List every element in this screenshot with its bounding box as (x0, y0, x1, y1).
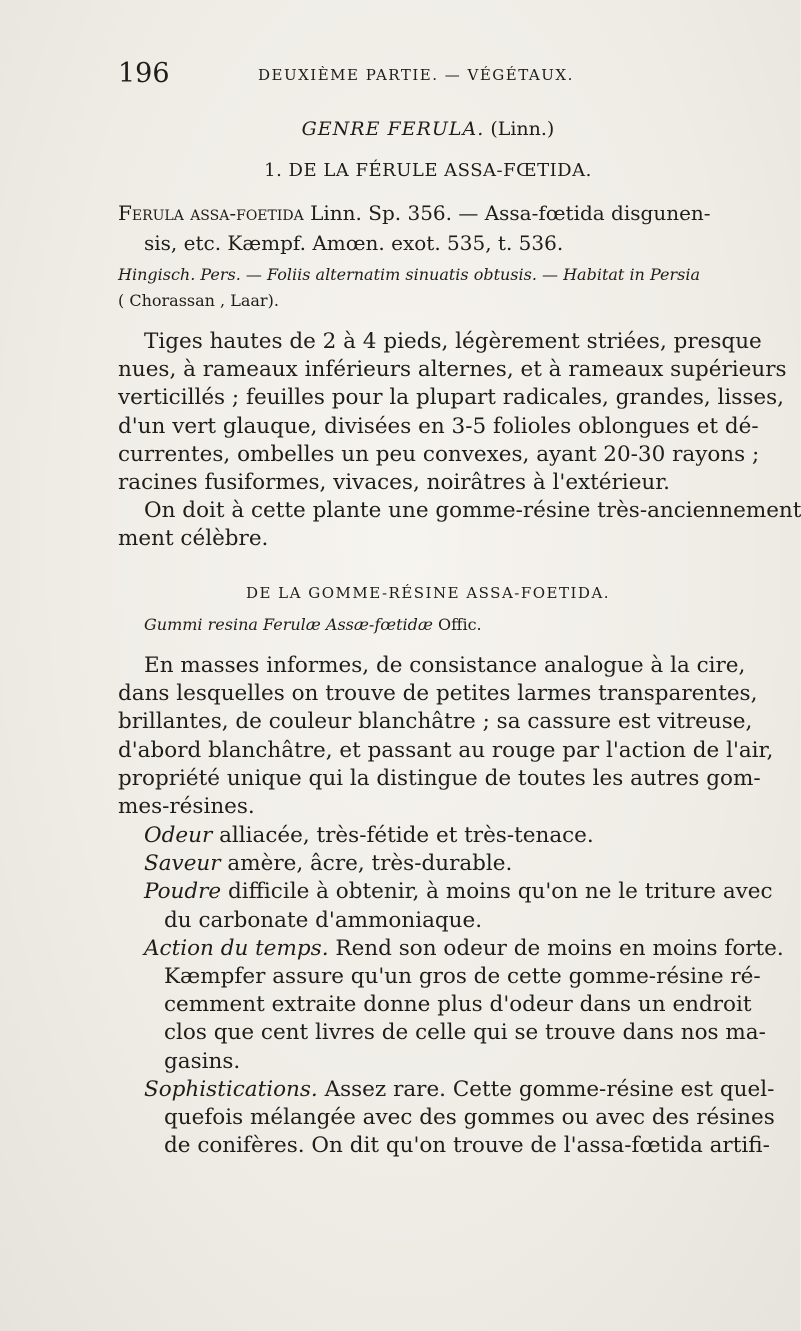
property-label: Odeur (144, 823, 213, 848)
synonymy (118, 198, 738, 258)
property-label: Saveur (144, 851, 221, 877)
property-poudre: Poudre difficile à obtenir, à moins qu'on ne le triture avec (144, 879, 773, 905)
property-sophistications: Sophistications. Assez rare. Cette gomme-résine est quel- (144, 1076, 775, 1102)
text-line: currentes, ombelles un peu convexes, ayant 20-30 rayons ; (118, 441, 760, 467)
page-header (118, 58, 738, 98)
text-line: d'un vert glauque, divisées en 3-5 folioles oblongues et dé- (118, 413, 759, 439)
genus-heading (118, 118, 738, 140)
property-odeur: Odeur alliacée, très-fétide et très-tenace. (144, 823, 594, 848)
gum-official-abbr: Offic. (437, 615, 482, 634)
text-line: du carbonate d'ammoniaque. (164, 907, 483, 933)
text-line: Kæmpfer assure qu'un gros de cette gomme-résine ré- (164, 964, 761, 990)
text-line: brillantes, de couleur blanchâtre ; sa cassure est vitreuse, (118, 709, 753, 735)
plant-description (118, 328, 801, 554)
gum-latin-name: Gummi resina Ferulæ Assæ-fœtidæ (144, 615, 433, 634)
text-line: nues, à rameaux inférieurs alternes, et à rameaux supérieurs (118, 357, 787, 383)
synonymy-line: Ferula assa-foetida Linn. Sp. 356. — Assa-fœtida disgunen- (118, 201, 711, 225)
diagnosis-line: Hingisch. Pers. — Foliis alternatim sinuatis obtusis. — Habitat in Persia (118, 265, 700, 284)
diagnosis-line: ( Chorassan , Laar). (118, 291, 279, 310)
text-line: de conifères. On dit qu'on trouve de l'assa-fœtida artifi- (164, 1133, 770, 1159)
property-action-du-temps: Action du temps. Rend son odeur de moins en moins forte. (144, 935, 784, 961)
page-number: 196 (118, 58, 170, 89)
text-line: clos que cent livres de celle qui se trouve dans nos ma- (164, 1020, 766, 1046)
diagnosis (118, 262, 738, 314)
text-line: On doit à cette plante une gomme-résine très-anciennement (144, 498, 801, 524)
species-heading: 1. DE LA FÉRULE ASSA-FŒTIDA. (264, 160, 592, 181)
text-line: Tiges hautes de 2 à 4 pieds, légèrement striées, presque (144, 329, 762, 354)
text-line: verticillés ; feuilles pour la plupart radicales, grandes, lisses, (118, 385, 784, 411)
text-line: propriété unique qui la distingue de toutes les autres gom- (118, 765, 761, 791)
genus-authority: (Linn.) (490, 118, 555, 140)
text-line: En masses informes, de consistance analogue à la cire, (144, 653, 746, 678)
text-line: cemment extraite donne plus d'odeur dans un endroit (164, 992, 752, 1018)
text-line: ment célèbre. (118, 526, 269, 552)
gum-heading: DE LA GOMME-RÉSINE ASSA-FOETIDA. (245, 584, 611, 602)
text-line: dans lesquelles on trouve de petites larmes transparentes, (118, 681, 758, 707)
property-label: Action du temps. (144, 935, 329, 961)
property-saveur: Saveur amère, âcre, très-durable. (144, 851, 513, 877)
gum-description (118, 652, 774, 821)
running-head: DEUXIÈME PARTIE. — VÉGÉTAUX. (258, 66, 574, 84)
property-label: Poudre (144, 879, 222, 905)
text-line: mes-résines. (118, 794, 255, 820)
text-line: racines fusiformes, vivaces, noirâtres à l'extérieur. (118, 470, 671, 496)
synonymy-line: sis, etc. Kæmpf. Amœn. exot. 535, t. 536. (144, 231, 564, 255)
genus-title: GENRE FERULA. (301, 118, 485, 140)
text-line: quefois mélangée avec des gommes ou avec des résines (164, 1105, 775, 1131)
species-name: Ferula assa-foetida (118, 201, 304, 225)
text-line: d'abord blanchâtre, et passant au rouge par l'action de l'air, (118, 737, 774, 763)
gum-properties (118, 822, 784, 1160)
text-line: gasins. (164, 1048, 241, 1074)
gum-official-name (144, 612, 764, 638)
property-label: Sophistications. (144, 1076, 318, 1102)
